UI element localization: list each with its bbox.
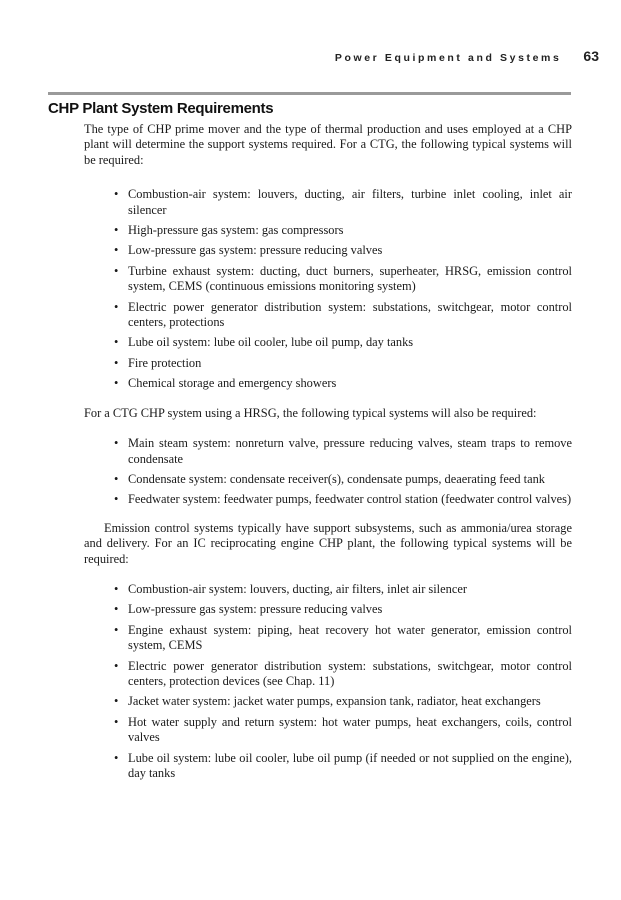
- list-item: • Low-pressure gas system: pressure reducing valves: [114, 243, 383, 258]
- list-item: • Lube oil system: lube oil cooler, lube oil pump, day tanks: [114, 335, 414, 350]
- list-item: • High-pressure gas system: gas compressors: [114, 223, 344, 238]
- running-head-title: Power Equipment and Systems: [334, 52, 562, 64]
- bullet-glyph: •: [114, 263, 119, 278]
- hrsg-intro-paragraph: For a CTG CHP system using a HRSG, the following typical systems will also be required:: [84, 405, 537, 420]
- list-item: • Combustion-air system: louvers, ducting, air filters, inlet air silencer: [114, 581, 467, 596]
- bullet-glyph: •: [114, 335, 119, 350]
- bullet-glyph: •: [114, 750, 119, 765]
- bullet-glyph: •: [114, 714, 119, 729]
- list-item: • Low-pressure gas system: pressure reducing valves: [114, 602, 383, 617]
- list-item: • Engine exhaust system: piping, heat recovery hot water generator, emission control system, CEMS: [114, 622, 572, 653]
- hrsg-systems-list: [84, 436, 572, 508]
- list-item: • Turbine exhaust system: ducting, duct burners, superheater, HRSG, emission control system, CEMS (continuous emissions monitoring system): [114, 263, 572, 294]
- bullet-glyph: •: [114, 471, 119, 486]
- bullet-glyph: •: [114, 376, 119, 391]
- list-item: • Chemical storage and emergency showers: [114, 376, 337, 391]
- bullet-glyph: •: [114, 622, 119, 637]
- bullet-glyph: •: [114, 602, 119, 617]
- bullet-glyph: •: [114, 187, 119, 202]
- ctg-systems-list: [84, 187, 572, 391]
- list-item: • Jacket water system: jacket water pumps, expansion tank, radiator, heat exchangers: [114, 694, 541, 709]
- bullet-glyph: •: [114, 223, 119, 238]
- list-item: • Condensate system: condensate receiver(s), condensate pumps, deaerating feed tank: [114, 471, 545, 486]
- list-item: • Lube oil system: lube oil cooler, lube oil pump (if needed or not supplied on the engine), day tanks: [114, 750, 572, 780]
- header-rule: [48, 92, 571, 95]
- section-body: [84, 122, 572, 781]
- list-item: • Fire protection: [114, 355, 202, 370]
- emission-paragraph: Emission control systems typically have support subsystems, such as ammonia/urea storage and delivery. For an IC reciprocating engine CHP plant, the following typical systems will be required:: [84, 520, 572, 566]
- list-item: • Electric power generator distribution system: substations, switchgear, motor control centers, protection devices (see Chap. 11): [114, 658, 572, 688]
- bullet-glyph: •: [114, 694, 119, 709]
- bullet-glyph: •: [114, 355, 119, 370]
- section-heading: CHP Plant System Requirements: [48, 100, 274, 117]
- list-item: • Hot water supply and return system: hot water pumps, heat exchangers, coils, control valves: [114, 714, 572, 745]
- bullet-glyph: •: [114, 299, 119, 314]
- bullet-glyph: •: [114, 658, 119, 673]
- list-item: • Main steam system: nonreturn valve, pressure reducing valves, steam traps to remove condensate: [114, 436, 572, 466]
- intro-paragraph: The type of CHP prime mover and the type of thermal production and uses employed at a CHP plant will determine the support systems required. For a CTG, the following typical systems will be required:: [84, 122, 572, 167]
- running-head: [335, 48, 599, 64]
- list-item: • Feedwater system: feedwater pumps, feedwater control station (feedwater control valves): [114, 492, 572, 507]
- bullet-glyph: •: [114, 581, 119, 596]
- list-item: • Electric power generator distribution system: substations, switchgear, motor control centers, protections: [114, 299, 572, 330]
- bullet-glyph: •: [114, 243, 119, 258]
- bullet-glyph: •: [114, 436, 119, 451]
- bullet-glyph: •: [114, 492, 119, 507]
- list-item: • Combustion-air system: louvers, ducting, air filters, turbine inlet cooling, inlet air silencer: [114, 187, 572, 217]
- ic-systems-list: [84, 582, 572, 781]
- page-number: 63: [583, 48, 599, 64]
